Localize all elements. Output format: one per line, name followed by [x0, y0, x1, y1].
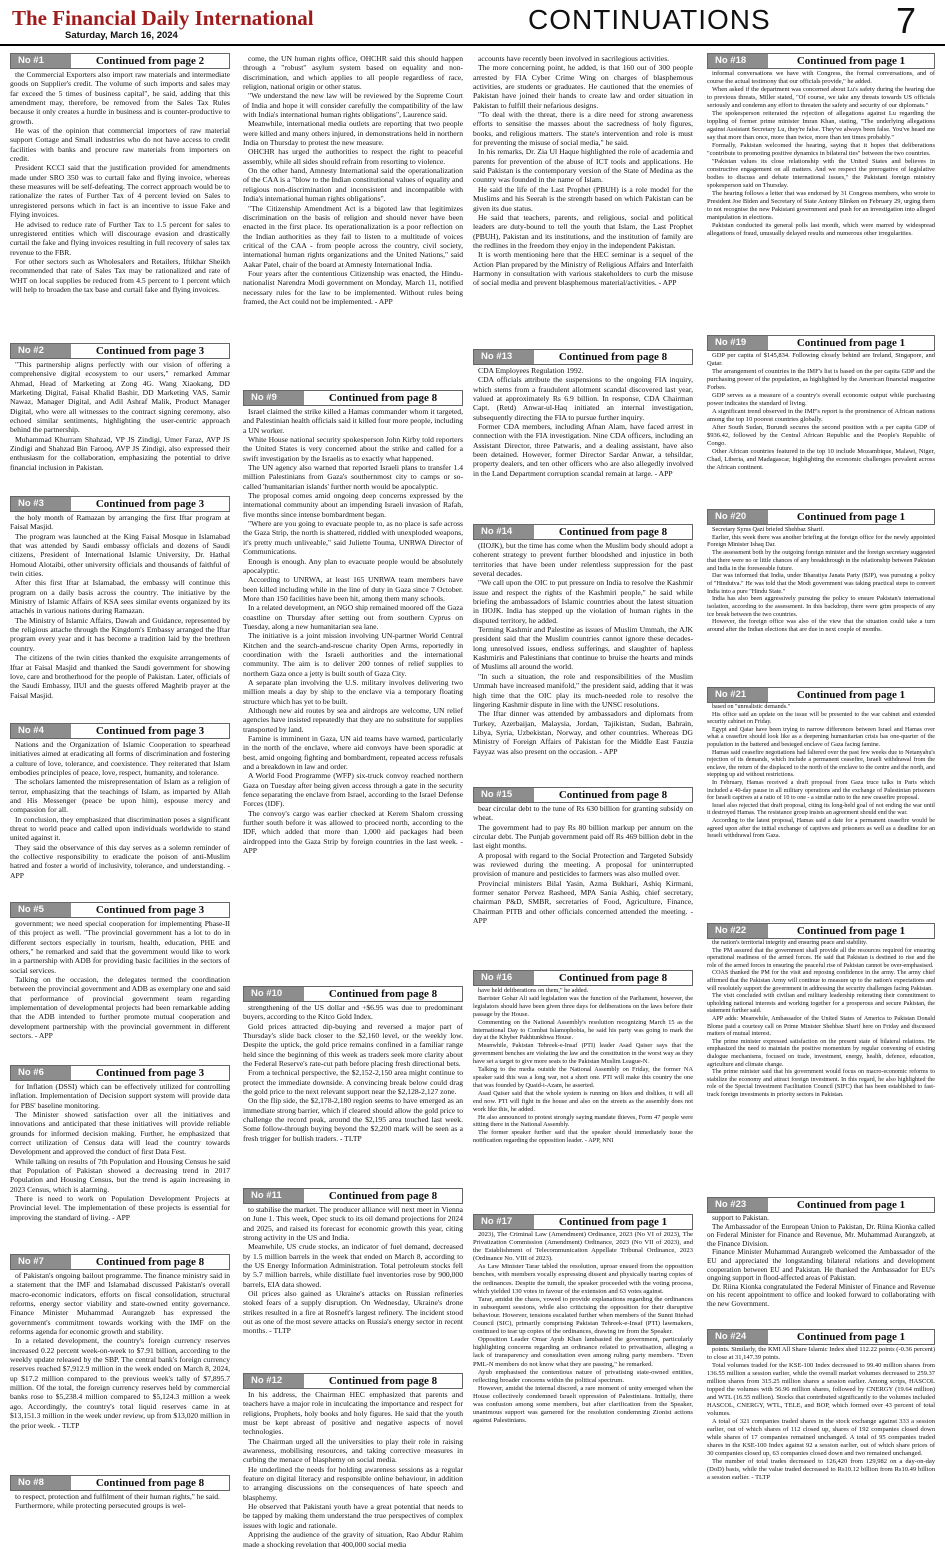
column-1 — [10, 53, 230, 1523]
continuation-label: Continued from page 8 — [558, 351, 668, 363]
paragraph: Opposition Leader Omar Ayub Khan lambasted the government, particularly highlighting concerns regarding an ordinance related to privatisation, alleging a lack of transparency and consultation even among ruling party members. "Even PML-N members do not know what they are passing," he remarked. — [473, 1336, 693, 1368]
paragraph: Dr. Riina Kionka congratulated the Federal Minister of Finance and Revenue on his recent appointment to office and looked forward to collaborating with the new Government. — [707, 1282, 935, 1308]
paragraph: From a technical perspective, the $2,152-2,150 area might continue to protect the immediate downside. A convincing break below could drag the gold price to the next relevant support near the $2,128-2,127 zone. — [243, 1068, 463, 1097]
paragraph: The Ministry of Islamic Affairs, Dawah and Guidance, represented by the religious attache through the Kingdom's Embassy arranged the Iftar program every year and it has become a tradition laid by the brethren country. — [10, 615, 230, 653]
paragraph: "We call upon the OIC to put pressure on India to resolve the Kashmir issue and respect the rights of the Kashmiri people," he said while briefing the ambassadors of Islamic countries about the latest situation in IIOJK. India has stepped up the violation of human rights in the disputed territory, he added. — [473, 578, 693, 625]
continuation-number: No #19 — [708, 336, 768, 350]
continuation-label: Continued from page 8 — [328, 988, 438, 1000]
continuation-header — [10, 723, 230, 739]
paragraph: based on "unrealistic demands." — [712, 704, 791, 710]
paragraph: Talking to the media outside the National Assembly on Friday, the former NA speaker said this was a long war, not a short one. PTI will make this country the one that was founded by Quaid-i-Azam, he asserted. — [473, 1066, 693, 1089]
paragraph: President KCCI said that the justification provided for amendments made under SRO 350 was to curtail fake and flying invoice, whereas these measures will be self-defeating. The correct approach would be to rationalize the rates of Further Tax of 4 percent levied on Sales to unregistered persons which in fact is an incentive to issue Fake and Flying invoices. — [10, 163, 230, 220]
masthead-bar — [0, 0, 945, 46]
paragraph: A World Food Programme (WFP) six-truck convoy reached northern Gaza on Tuesday after being given access through a gate in the security fence separating the enclave from Israel, according to the Israel Defense Forces (IDF). — [243, 771, 463, 809]
continuation-label: Continued from page 3 — [95, 498, 205, 510]
continuation-body — [10, 512, 230, 719]
continuation-21 — [707, 687, 935, 920]
paragraph: accounts have recently been involved in sacrilegious activities. — [478, 54, 670, 63]
paragraph: GDP serves as a measure of a country's overall economic output while purchasing power indicates the standard of living. — [707, 392, 935, 407]
continuation-number: No #17 — [474, 1215, 534, 1229]
paragraph: Meanwhile, US crude stocks, an indicator of fuel demand, decreased by 1.5 million barrels in the week that ended on March 8, according to the US Energy Information Administration. Total petroleum stocks fell by 5.7 million barrels, while distillate fuel inventories rose by 900,000 barrels, EIA data showed. — [243, 1242, 463, 1289]
paragraph: of Pakistan's ongoing bailout programme. The finance ministry said in a statement that the IMF and Islamabad discussed Pakistan's overall macro-economic indicators, efforts on fiscal consolidation, structural reforms, energy sector viability and state-owned entity governance. Finance Minister Muhammad Aurangzeb has expressed the government's commitment towards working with the IMF on the reforms agenda for economic growth and stability. — [10, 1271, 230, 1337]
continuation-body — [473, 986, 693, 1209]
continuation-label: Continued from page 1 — [796, 689, 906, 701]
column-3 — [473, 53, 693, 1523]
paragraph: to respect, protection and fulfilment of their human rights," he said. — [15, 1492, 220, 1501]
paragraph: come, the UN human rights office, OHCHR said this should happen through a "robust" asylum system based on equality and non-discrimination, and which applies to all people regardless of race, religion, national origin or other status. — [243, 54, 463, 92]
paragraph: Formally, Pakistan welcomed the hearing, saying that it hopes that deliberations "contribute to promoting positive dynamics in bilateral ties" between the two countries. — [707, 142, 935, 157]
paragraph: While talking on results of 7th Population and Housing Census he said that Population of Pakistan showed a decreasing trend in 2017 Population and Housing Census, but the trend is again increasing in 2023 Census, which is alarming. — [10, 1156, 230, 1194]
continuation-header — [10, 496, 230, 512]
continuation-3 — [10, 496, 230, 721]
paragraph: GDP per capita of $145,834. Following closely behind are Ireland, Singapore, and Qatar. — [707, 352, 935, 367]
paragraph: Hamas said ceasefire negotiations had faltered over the past few weeks due to Netanyahu's rejection of its demands, which include a permanent ceasefire, Israeli withdrawal from the enclave, the return of the displaced to the north of the enclave to the centre and the north, and stepping up aid without restrictions. — [707, 749, 935, 779]
continuation-5 — [10, 902, 230, 1063]
continuation-body — [10, 739, 230, 898]
paragraph: He also announced to protest strongly saying mandate thieves, Form 47 people were sitting there in the National Assembly. — [473, 1113, 693, 1129]
continuation-10 — [243, 986, 463, 1185]
paragraph: The prime minister expressed satisfaction on the present state of bilateral relations. He emphasized the need to maintain the positive momentum by regular convening of existing dialogue mechanisms, focused on trade, investment, energy, health, defence, education, agriculture and climate change. — [707, 1038, 935, 1068]
continuation-header — [473, 524, 693, 540]
paragraph: The prime minister said that his government would focus on macro-economic reforms to stabilize the economy and attract foreign investment. In this regard, he also highlighted the role of the Special Investment Facilitation Council (SIFC) that has been established to fast-track foreign investments in priority sectors in Pakistan. — [707, 1069, 935, 1098]
continuation-header — [10, 1254, 230, 1270]
paragraph: The spokesperson reiterated the rejection of allegations against Lu regarding the toppling of former prime minister Imran Khan, stating, "The underlying allegations against Assistant Secretary Lu, they're false. They've always been false. You've heard me say that more than once, more than twice, more than ten times probably." — [707, 110, 935, 141]
column-2 — [243, 53, 463, 1549]
paragraph: Muhammad Khurram Shahzad, VP JS Zindigi, Umer Faraz, AVP JS Zindigi and Shahzad Bin Farooq, AVP JS Zindigi, also expressed their enthusiasm for the collaboration, emphasizing the potential to drive financial inclusion in Pakistan. — [10, 434, 230, 472]
continuation-label: Continued from page 3 — [95, 1067, 205, 1079]
continuation-label: Continued from page 3 — [95, 904, 205, 916]
section-title: CONTINUATIONS — [528, 4, 771, 35]
continuation-7-carryover — [243, 53, 463, 388]
continuation-number: No #14 — [474, 525, 534, 539]
continuation-number: No #18 — [708, 54, 768, 68]
continuation-header — [243, 390, 463, 406]
paragraph: When asked if the department was concerned about Lu's safety during the hearing due to previous threats, Miller stated, "Of course, we take any threats towards US officials seriously and condemn any effort to threaten the safety and security of our diplomats." — [707, 86, 935, 109]
continuation-8 — [10, 1475, 230, 1523]
continuation-header — [707, 53, 935, 69]
continuation-23 — [707, 1197, 935, 1326]
continuation-label: Continued from page 1 — [796, 1331, 906, 1343]
paragraph: 2023), The Criminal Law (Amendment) Ordinance, 2023 (No VI of 2023), The Privatization Commission (Amendment) Ordinance, 2023 (No VII of 2023), and the Establishment of Telecommunication Appellate Tribunal Ordinance, 2023 (Ordinance No. VIII of 2023). — [473, 1231, 693, 1263]
paragraph: India has also been aggressively pursuing the policy to ensure Pakistan's international isolation, according to the assessment. In this backdrop, there were grim prospects of any ice break between the two countries. — [707, 595, 935, 618]
paragraph: For other sectors such as Wholesalers and Retailers, Iftikhar Sheikh recommended that rate of Sales Tax may be rationalized and rate of WHT on local supplies be reduced from 4.5 percent to 1 percent which will help to broaden the tax base and curtail fake and flying invoices. — [10, 256, 230, 294]
paragraph: He was of the opinion that commercial importers of raw material support Cottage and Small industries who do not have access to credit facilities with banks and procure raw materials from importers on credit. — [10, 126, 230, 164]
paragraph: He advised to reduce rate of Further Tax to 1.5 percent for sales to unregistered entities which will discourage evasion and drastically curtail the fake and flying invoices resulting in full recovery of sales tax revenue to the FBR. — [10, 219, 230, 257]
paragraph: In his remarks, Dr. Zia Ul Haque highlighted the role of academia and parents for prevention of the abuse of ICT tools and applications. He said Pakistan is the contemporary version of the State of Medina as the country was founded in the name of Islam. — [473, 147, 693, 185]
paragraph: Asad Qaiser said that the whole system is running on likes and dislikes, it will all end now. PTI will fight in the house and also on the streets as the assembly does not work like this, he added. — [473, 1089, 693, 1113]
paragraph: A proposal with regard to the Social Protection and Targeted Subsidy was reviewed during the meeting. A proposal for uninterrupted provision of manure and pesticides to farmers was also mulled over. — [473, 850, 693, 879]
paragraph: A significant trend observed in the IMF's report is the prominence of African nations among the top 10 poorest countries globally. — [707, 408, 935, 423]
paragraph: Commenting on the National Assembly's resolution recognizing March 15 as the International Day to Combat Islamophobia, he said his party was going to mark the day at the Khyber Pakhtunkhwa House. — [473, 1018, 693, 1042]
continuation-12 — [243, 1373, 463, 1549]
paragraph: Barrister Gohar Ali said legislation was the function of the Parliament, however, the legislators should have been given three days for deliberations on the laws before their passage by the House. — [473, 994, 693, 1018]
paragraph: The Iftar dinner was attended by ambassadors and diplomats from Turkey, Azerbaijan, Malaysia, Jordan, Tajikistan, Sudan, Bahrain, Libya, Syria, Uzbekistan, Norway, and other countries. Whereas DG Ministry of Foreign Affairs of Pakistan for the Middle East Fauzia Fayyaz was also present on the occasion. - APP — [473, 709, 693, 756]
continuation-header — [473, 787, 693, 803]
paragraph: The more concerning point, he added, is that 160 out of 300 people arrested by FIA Cyber Crime Wing on charges of blasphemous activities, are students or graduates. He cautioned that the enemies of Pakistan have joined their hands to create law and order situation in Pakistan to fulfill their nefarious designs. — [473, 63, 693, 110]
paragraph: A total of 321 companies traded shares in the stock exchange against 333 a session earlier, out of which shares of 112 closed up, shares of 192 companies closed down while shares of 17 companies remained unchanged. A total of 95 companies traded shares in the KSE-100 Index against 92 a session earlier, out of which share prices of 30 companies closed up, 63 companies closed down and two remained unchanged. — [707, 1418, 935, 1457]
continuation-14 — [473, 524, 693, 784]
continuation-header — [10, 343, 230, 359]
continuation-12-carryover — [473, 53, 693, 347]
continuation-body — [707, 351, 935, 505]
paragraph: the nation's territorial integrity and ensuring peace and stability. — [712, 940, 868, 946]
continuation-number: No #23 — [708, 1198, 768, 1212]
continuation-15 — [473, 787, 693, 966]
paragraph: The government had to pay Rs 80 billion markup per annum on the circular debt. The Punjab government paid off Rs 469 billion debt in the last eight months. — [473, 822, 693, 851]
paragraph: Furthermore, while protecting persecuted groups is wel- — [15, 1501, 186, 1511]
paragraph: They said the observance of this day serves as a solemn reminder of the collective responsibility to eradicate the poison of anti-Muslim hatred and foster a world of inclusivity, tolerance, and understanding. - APP — [10, 842, 230, 880]
paragraph: Dar was informed that India, under Bharatiya Janata Party (BJP), was pursuing a policy of "Hindutva." He was told that the Modi government was taking practical steps to convert India into a pure "Hindu State." — [707, 572, 935, 595]
paragraph: for Inflation (DSSI) which can be effectively utilized for controlling inflation. Implementation of Decision support system will provide data for PBS' baseline monitoring. — [10, 1082, 230, 1110]
continuation-number: No #3 — [11, 497, 71, 511]
continuation-body — [707, 703, 935, 918]
paragraph: He said that teachers, parents, and religious, social and political leaders are duty-bound to tell the youth that Islam, the Last Prophet (PBUH), Pakistan and its institutions, and the institution of family are the redlines in the freedom they enjoy in the independent Pakistan. — [473, 212, 693, 250]
continuation-number: No #20 — [708, 510, 768, 524]
paragraph: Egypt and Qatar have been trying to narrow differences between Israel and Hamas over what a ceasefire should look like as a deepening humanitarian crisis has one-quarter of the population in the battered and besieged enclave of Gaza facing famine. — [707, 726, 935, 748]
paragraph: Secretary Syrus Qazi briefed Shehbaz Sharif. — [712, 526, 825, 533]
continuation-number: No #13 — [474, 350, 534, 364]
continuation-body — [707, 939, 935, 1192]
continuation-header — [707, 335, 935, 351]
newspaper-title: The Financial Daily International — [12, 6, 314, 30]
paragraph: The assessment both by the outgoing foreign minister and the foreign secretary suggested that there were no or little chances of any breakthrough in the relationship between Pakistan and India in the foreseeable future. — [707, 549, 935, 572]
paragraph: The Chairman urged all the universities to play their role in raising awareness, mobilising resources, and taking corrective measures in curbing the menace of blasphemy on social media. — [243, 1436, 463, 1465]
paragraph: The Ambassador of the European Union to Pakistan, Dr. Riina Kionka called on Federal Minister for Finance and Revenue, Mr. Muhammad Aurangzeb, at the Finance Division. — [707, 1222, 935, 1248]
paragraph: The hearing follows a letter that was endorsed by 31 Congress members, who wrote to President Joe Biden and Secretary of State Antony Blinken on February 29, urging them to not recognise the new Pakistani government and push for an investigation into alleged manipulation in elections. — [707, 190, 935, 221]
continuation-body — [707, 1213, 935, 1324]
paragraph: He underlined the needs for holding awareness sessions as a regular feature on digital literacy and responsible online behaviour, in addition to arranging discussions on the consequences of hate speech and blasphemy. — [243, 1464, 463, 1502]
paragraph: Earlier, this week there was another briefing at the foreign office for the newly appointed Foreign Minister Ishaq Dar. — [707, 533, 935, 549]
paragraph: to stabilise the market. The producer alliance will next meet in Vienna on June 1. This week, Opec stuck to its oil demand projections for 2024 and 2025, and raised its forecast for economic growth this year, citing strong activity in the US and India. — [243, 1205, 463, 1243]
continuation-header — [707, 509, 935, 525]
continuation-body — [10, 918, 230, 1061]
paragraph: In February, Hamas received a draft proposal from Gaza truce talks in Paris which included a 40-day pause in all military operations and the exchange of Palestinian prisoners for Israeli captives at a ratio of 10 to one - a similar ratio to the new ceasefire proposal. — [707, 779, 935, 802]
paragraph: COAS thanked the PM for the visit and reposing confidence in the army. The army chief affirmed that the Pakistan Army will continue to measure up to the nation's expectations and will resolutely support the government in addressing the security challenges facing Pakistan. — [707, 970, 935, 992]
paragraph: The UN agency also warned that reported Israeli plans to transfer 1.4 million Palestinians from Gaza's southernmost city to camps or so-called 'humanitarian islands' further north would be apocalyptic. — [243, 463, 463, 491]
paragraph: points. Similarly, the KMI All Share Islamic Index shed 112.22 points (-0.36 percent) to close at 31,147.39 points. — [707, 1346, 935, 1361]
continuation-header — [473, 349, 693, 365]
paragraph: The convoy's cargo was earlier checked at Kerem Shalom crossing further south before it was allowed to proceed north, according to the IDF, which added that more than 1,000 aid packages had been airdropped into the Gaza Strip by foreign countries in the last week. - APP — [243, 808, 463, 856]
continuation-label: Continued from page 1 — [558, 1216, 668, 1228]
continuation-header — [473, 1214, 693, 1230]
continuation-body — [473, 540, 693, 782]
paragraph: Israel also rejected that draft proposal, citing its long-held goal of not ending the war until it destroyed Hamas. The resistance group insists an agreement should end the war. — [707, 802, 935, 817]
paragraph: CDA officials attribute the suspensions to the ongoing FIA inquiry, which stems from a fraudulent allotment scandal discovered last year, valued at approximately Rs 6.9 billion. In response, CDA Chairman Capt. (Retd) Anwar-ul-Haq initiated an internal investigation, subsequently directing the FIA to pursue further inquiry. — [473, 375, 693, 422]
paragraph: There is need to work on Population Development Projects at Provincial level. The implementation of these projects is essential for improving the standard of living. - APP — [10, 1194, 230, 1222]
paragraph: Meanwhile, international media outlets are reporting that two people were killed and many others injured, in demonstrations held in northern India on Thursday to protest the new measure. — [243, 119, 463, 148]
continuation-number: No #8 — [11, 1476, 71, 1490]
continuation-number: No #1 — [11, 54, 71, 68]
paragraph: have held deliberations on them," he added. — [478, 987, 589, 994]
continuation-number: No #10 — [244, 987, 304, 1001]
paragraph: Tarar, amidst the chaos, vowed to provide explanations regarding the ordinances in subsequent sessions, while also criticising the opposition for their disruptive behaviour. However, tensions escalated further when members of the Sunni Ittehad Council (SIC), primarily comprising Pakistan Tehreek-e-Insaf (PTI) lawmakers, continued to tear up copies of the ordinances, drawing ire from the Speaker. — [473, 1295, 693, 1336]
continuation-label: Continued from page 1 — [796, 1199, 906, 1211]
paragraph: The visit concluded with civilian and military leadership reiterating their commitment to upholding national interests and working together for a prosperous and secure Pakistan, the statement further said. — [707, 993, 935, 1015]
paragraph: Total volumes traded for the KSE-100 Index decreased to 99.40 million shares from 136.55 million a session earlier, while the overall market volumes decreased to 259.37 million shares from 315.25 million shares a session earlier. Among scrips, HASCOL topped the volumes with 56.96 million shares, followed by CNERGY (19.64 million) and WTL (16.55 million). Stocks that contributed significantly to the volumes included HASCOL, CNERGY, WTL, TELE, and BOP, which formed over 43 percent of total volumes. — [707, 1362, 935, 1417]
continuation-16 — [473, 970, 693, 1211]
continuation-17 — [473, 1214, 693, 1523]
continuation-2 — [10, 343, 230, 494]
paragraph: After this first Iftar at Islamabad, the embassy will continue this program on a daily basis across the country. The initiative by the Ministry of Islamic Affairs of KSA sees similar events organized by its attachés in various nations during Ramazan. — [10, 578, 230, 616]
continuation-18 — [707, 53, 935, 332]
paragraph: His office said an update on the issue will be presented to the war cabinet and extended security cabinet on Friday. — [707, 711, 935, 726]
continuation-number: No #5 — [11, 903, 71, 917]
paragraph: In a related development, the country's foreign currency reserves increased 0.22 percent week-on-week to $7.91 billion, according to the weekly update released by the SBP. The central bank's foreign currency reserves reached $7,912.9 million in the week ended on March 8, 2024, up $17.2 million compared to the previous week's tally of $7,895.7 million. Of the total, the foreign currency reserves held by commercial banks rose to $5,238.4 million compared to $5,124.3 million a week ago. Accordingly, the country's total liquid reserves came in at $13,151.3 million in the week under review, up from $13,020 million in the prior week. - TLTP — [10, 1336, 230, 1430]
paragraph: Oil prices also gained as Ukraine's attacks on Russian refineries stoked fears of a supply disruption. On Wednesday, Ukraine's drone strikes resulted in a fire at Rosneft's largest refinery. The incident stood out as one of the most severe attacks on Russia's energy sector in recent months. - TLTP — [243, 1289, 463, 1336]
continuation-11 — [243, 1188, 463, 1371]
continuation-label: Continued from page 3 — [95, 345, 205, 357]
paragraph: Israel claimed the strike killed a Hamas commander whom it targeted, and Palestinian health officials said it killed four more people, including a UN worker. — [243, 407, 463, 435]
continuation-body — [10, 1491, 230, 1521]
paragraph: Nations and the Organization of Islamic Cooperation to spearhead initiatives aimed at eradicating all forms of discrimination and fostering a culture of love, tolerance, and coexistence. They reiterated that Islam embodies principles of peace, love, respect, humanity, and tolerance. — [10, 740, 230, 778]
paragraph: The number of total trades decreased to 126,420 from 129,982 on a day-on-day (DoD) basis, while the value traded decreased to Rs10.12 billion from Rs10.49 billion a session earlier. - TLTP — [707, 1458, 935, 1481]
paragraph: Finance Minister Muhammad Aurangzeb welcomed the Ambassador of the EU and appreciated the longstanding bilateral relations and development cooperation between EU and Pakistan. He thanked the Ambassador for EU's ongoing support in flood-affected areas of Pakistan. — [707, 1248, 935, 1283]
continuation-13 — [473, 349, 693, 521]
continuation-header — [243, 1373, 463, 1389]
continuation-body — [10, 1270, 230, 1471]
paragraph: The arrangement of countries in the IMF's list is based on the per capita GDP and the purchasing power of the population, as highlighted by the American financial magazine Forbes. — [707, 368, 935, 391]
paragraph: He said the life of the Last Prophet (PBUH) is a role model for the Muslims and his Seerah is the strength based on which Pakistan can be given its due status. — [473, 184, 693, 213]
paragraph: In a related development, an NGO ship remained moored off the Gaza coastline on Thursday after setting out from southern Cyprus on Tuesday, along a new humanitarian sea lane. — [243, 603, 463, 631]
paragraph: Famine is imminent in Gaza, UN aid teams have warned, particularly in the north of the enclave, where aid convoys have been sporadic at best, amid ongoing fighting and bombardment, repeated access refusals and a breakdown in law and order. — [243, 734, 463, 772]
continuation-label: Continued from page 1 — [796, 925, 906, 937]
continuation-header — [10, 53, 230, 69]
paragraph: On the flip side, the $2,178-2,180 region seems to have emerged as an immediate strong barrier, which if cleared should allow the gold price to challenge the record peak, around the $2,195 area touched last week. Some follow-through buying beyond the $2,200 mark will be seen as a fresh trigger for bullish traders. - TLTP — [243, 1096, 463, 1143]
continuation-number: No #15 — [474, 788, 534, 802]
continuation-19 — [707, 335, 935, 507]
continuation-label: Continued from page 8 — [95, 1256, 205, 1268]
continuation-body — [707, 69, 935, 330]
paragraph: (IIOJK), but the time has come when the Muslim body should adopt a coherent strategy to prevent further bloodshed and injustice in both territories that have been under relentless suppression for the past several decades. — [473, 541, 693, 579]
paragraph: He observed that Pakistani youth have a great potential that needs to be tapped by making them understand the true perspectives of complex issues with logic and rationale. — [243, 1502, 463, 1530]
paragraph: CDA Employees Regulation 1992. — [478, 366, 584, 375]
paragraph: A separate plan involving the U.S. military involves delivering two million meals a day by ship to the enclave via a temporary floating structure which has yet to be built. — [243, 677, 463, 706]
continuation-body — [243, 53, 463, 388]
continuation-number: No #11 — [244, 1189, 304, 1203]
paragraph: In his address, the Chairman HEC emphasized that parents and teachers have a major role in inculcating the importance and respect for religions, Prophets, holy books and holy figures. He said that the youth must be kept abreast of positive and negative aspects of novel technologies. — [243, 1390, 463, 1437]
continuation-label: Continued from page 8 — [328, 392, 438, 404]
continuation-label: Continued from page 8 — [95, 1477, 205, 1489]
continuation-header — [10, 1475, 230, 1491]
continuation-number: No #4 — [11, 724, 71, 738]
paragraph: The proposal comes amid ongoing deep concerns expressed by the international community about an impending Israeli invasion of Rafah, five months since intense bombardment began. — [243, 491, 463, 519]
continuation-body — [473, 53, 693, 347]
continuation-number: No #16 — [474, 971, 534, 985]
continuation-label: Continued from page 1 — [796, 511, 906, 523]
continuation-body — [707, 1345, 935, 1521]
continuation-6 — [10, 1065, 230, 1252]
paragraph: The Minister showed satisfaction over all the initiatives and innovations and anticipated that these initiatives will provide reliable grounds for informed decision making. Further, he emphasized that correct utilization of Census data will lead the country towards Development and approved the conduct of first Data Fest. — [10, 1110, 230, 1157]
continuation-header — [707, 923, 935, 939]
continuation-header — [473, 970, 693, 986]
paragraph: After South Sudan, Burundi secures the second position with a per capita GDP of $936.42, followed by the Central African Republic and the People's Republic of Congo. — [707, 424, 935, 447]
column-4 — [707, 53, 935, 1523]
continuation-body — [243, 1204, 463, 1369]
paragraph: Terming Kashmir and Palestine as issues of Muslim Ummah, the AJK president said that the Muslim countries cannot ignore these decades-long unresolved issues, endless sufferings, and slaughter of hapless Kashmiris and Palestinians that continue to bruise the hearts and minds of Muslims all around the world. — [473, 625, 693, 672]
paragraph: informal conversations we have with Congress, the formal conversations, and of course the actual testimony that our officials provide," he added. — [707, 70, 935, 85]
continuation-label: Continued from page 8 — [558, 789, 668, 801]
continuation-header — [243, 1188, 463, 1204]
continuation-body — [473, 365, 693, 519]
continuation-header — [707, 687, 935, 703]
paragraph: However, the foreign office was also of the view that the situation could take a turn around after the Indian elections that are due in next couple of months. — [707, 618, 935, 634]
continuation-header — [707, 1197, 935, 1213]
continuation-number: No #22 — [708, 924, 768, 938]
paragraph: strengthening of the US dollar and +$6.95 was due to predominant buyers, according to the Kitco Gold Index. — [243, 1003, 463, 1022]
paragraph: the holy month of Ramazan by arranging the first Iftar program at Faisal Masjid. — [10, 513, 230, 532]
paragraph: bear circular debt to the tune of Rs 630 billion for granting subsidy on wheat. — [473, 804, 693, 823]
continuation-label: Continued from page 8 — [558, 972, 668, 984]
paragraph: Other African countries featured in the top 10 include Mozambique, Malawi, Niger, Chad, Liberia, and Madagascar, highlighting the economic challenges prevalent across the African continent. — [707, 448, 935, 471]
continuation-label: Continued from page 8 — [328, 1190, 438, 1202]
paragraph: "To deal with the threat, there is a dire need for strong awareness efforts to sensitise the masses about the sacredness of holy figures, books, and religious matters. The state's intervention and role is must for preventing the misuse of social media," he said. — [473, 110, 693, 148]
paragraph: support to Pakistan. — [712, 1214, 769, 1222]
continuation-label: Continued from page 3 — [95, 725, 205, 737]
continuation-label: Continued from page 8 — [558, 526, 668, 538]
paragraph: The scholars lamented the misrepresentation of Islam as a religion of terror, emphasizing that the teachings of Islam, as imparted by Allah and His Messenger (peace be upon him), espouse mercy and compassion for all. — [10, 777, 230, 815]
continuation-number: No #21 — [708, 688, 768, 702]
continuation-body — [243, 1002, 463, 1183]
paragraph: "The Citizenship Amendment Act is a bigoted law that legitimizes discrimination on the basis of religion and should never have been enacted in the first place. Its operationalization is a poor reflection on the Indian authorities as they fail to listen to a multitude of voices critical of the CAA - from people across the country, civil society, international human rights organizations and the United Nations," said Aakar Patel, chair of the board at Amnesty International India. — [243, 203, 463, 269]
continuation-header — [10, 902, 230, 918]
continuation-body — [243, 1389, 463, 1549]
paragraph: As Law Minister Tarar tabled the resolution, uproar ensued from the opposition benches, with members vocally expressing dissent and physically tearing copies of the ordinances. Despite the tumult, the speaker proceeded with the voting process, which yielded 130 votes in favour of the extension and 63 votes against. — [473, 1263, 693, 1295]
paragraph: The citizens of the twin cities thanked the exquisite arrangements of Iftar at Faisal Masjid and thanked the Saudi government for showing love, care and brotherhood for the people of Pakistan. Later, officials of the Saudi Embassy, IIUI and the guests offered Maghrib prayer at the Faisal Masjid. — [10, 653, 230, 700]
paragraph: It is worth mentioning here that the HEC seminar is a sequel of the Action Plan prepared by the Ministry of Religious Affairs and Interfaith Harmony in consultation with various stakeholders to curb the misuse of social media and prevent blasphemous material/activities. - APP — [473, 250, 693, 288]
continuation-label: Continued from page 1 — [796, 337, 906, 349]
paragraph: The PM assured that the government shall provide all the resources required for ensuring operational readiness of the armed forces. He said that Pakistan is destined to rise and the role of the armed forces in ensuring the peaceful rise of Pakistan cannot be over-emphasised. — [707, 947, 935, 969]
paragraph: "Where are you going to evacuate people to, as no place is safe across the Gaza Strip, the north is shattered, riddled with unexploded weapons, it's pretty much unliveable," said Juliette Touma, UNRWA Director of Communications. — [243, 519, 463, 557]
continuation-body — [10, 359, 230, 492]
paragraph: Gold prices attracted dip-buying and reversed a major part of Thursday's slide back closer to the $2,160 level, or the weekly low. Despite the uptick, the gold price remains confined in a familiar range held since the beginning of this week as traders seek more clarity about the Federal Reserve's rate-cut path before placing fresh directional bets. — [243, 1021, 463, 1069]
paragraph: "Pakistan values its close relationship with the United States and believes in constructive engagement on all matters. And we respect the prerogative of legislative bodies to discuss and debate international issues," the Pakistani foreign ministry spokesperson said on Thursday. — [707, 158, 935, 189]
paragraph: On the other hand, Amnesty International said the operationalization of the CAA is a "blow to the Indian constitutional values of equality and religious non-discrimination and inconsistent and incompatible with India's international human rights obligations". — [243, 166, 463, 204]
continuation-number: No #12 — [244, 1374, 304, 1388]
paragraph: Enough is enough. Any plan to evacuate people would be absolutely apocalyptic. — [243, 556, 463, 575]
continuation-body — [707, 525, 935, 682]
paragraph: In conclusion, they emphasized that discrimination poses a significant threat to world peace and called upon individuals worldwide to stand united against it. — [10, 814, 230, 843]
paragraph: Four years after the contentious Citizenship was enacted, the Hindu-nationalist Narendra Modi government on Monday, March 11, notified necessary rules for the law to be implemented. Without rules being framed, the Act could not be implemented. - APP — [243, 268, 463, 306]
continuation-header — [10, 1065, 230, 1081]
continuation-body — [10, 69, 230, 338]
continuation-header — [707, 1329, 935, 1345]
continuation-body — [473, 1230, 693, 1521]
paragraph: "This partnership aligns perfectly with our vision of offering a comprehensive digital ecosystem to our users," remarked Ammar Ahmad, Head of Marketing at Zong 4G. Wang Xiaokang, DD Marketing Digital, Faisal Khalid Bashir, DD Marketing VAS, Samir Nawaz, Manager Digital, and Adil Ashraf Malik, Product Manager Digital, who were all witnesses to the contract signing ceremony, also echoed similar sentiments, highlighting the user-centric approach behind the partnership. — [10, 360, 230, 435]
paragraph: Pakistan conducted its general polls last month, which were marred by widespread allegations of fraud, unusually delayed results and numerous other irregularities. — [707, 222, 935, 237]
continuation-22 — [707, 923, 935, 1194]
paragraph: Former CDA members, including Afnan Alam, have faced arrest in connection with the FIA investigation. Nine CDA officers, including an Assistant Director, three Patwaris, and a dealing assistant, have also been detained. However, former Director Sardar Anwar, a tehsildar, property dealers, and ten other officers who are also allegedly involved in the Land Department corruption scandal remain at large. - APP — [473, 422, 693, 478]
paragraph: According to the latest proposal, Hamas said a date for a permanent ceasefire would be agreed upon after the initial exchange of captives and prisoners as well as a deadline for an Israeli withdrawal from Gaza. — [707, 817, 935, 840]
continuation-1 — [10, 53, 230, 340]
paragraph: the Commercial Exporters also import raw materials and intermediate goods on Supplier's credit. The volume of such imports and sales may far exceed the 5 times of business capital", he said, adding that this amendment may, therefore, be removed from the Sales Tax Rules because it only creates a hurdle in business and is counter-productive to growth. — [10, 70, 230, 126]
continuation-number: No #7 — [11, 1255, 71, 1269]
continuation-label: Continued from page 2 — [95, 55, 205, 67]
continuation-9 — [243, 390, 463, 983]
paragraph: "We understand the new law will be reviewed by the Supreme Court of India and hope it will consider carefully the compatibility of the law with India's international human rights obligations", Laurence said. — [243, 91, 463, 120]
paragraph: Although new aid routes by sea and airdrops are welcome, UN relief agencies have insisted repeatedly that they are no substitute for supplies transported by land. — [243, 706, 463, 734]
paragraph: White House national security spokesperson John Kirby told reporters the United States is very concerned about the strike and called for a swift investigation by the Israelis as to exactly what happened. — [243, 435, 463, 463]
continuation-body — [243, 406, 463, 981]
paragraph: government; we need special cooperation for implementing Phase-II of this project as well. "The provincial government has a lot to do in different sectors especially in tourism, health, education, PHE and others," he remarked and said that the government would like to work in a partnership with ADB for providing basic facilities in the sectors of social services. — [10, 919, 230, 975]
paragraph: OHCHR has urged the authorities to respect the right to peaceful assembly, while all sides should refrain from resorting to violence. — [243, 147, 463, 166]
paragraph: Talking on the occasion, the delegates termed the coordination between the provincial government and ADB as exemplary one and said that performance of provincial government team regarding implementation of developmental projects had been remarkable adding that the ADB intended to further promote mutual cooperation and development partnership with the provincial government in different sectors. - APP — [10, 975, 230, 1041]
paragraph: APP adds: Meanwhile, Ambassador of the United States of America to Pakistan Donald Blome paid a courtesy call on Prime Minister Shehbaz Sharif here on Friday and discussed matters of mutual interest. — [707, 1015, 935, 1038]
paragraph: Apprising the audience of the gravity of situation, Rao Abdur Rahim made a shocking revelation that 400,000 social media — [243, 1530, 463, 1549]
continuation-label: Continued from page 8 — [328, 1375, 438, 1387]
issue-date: Saturday, March 16, 2024 — [65, 30, 178, 41]
continuation-label: Continued from page 1 — [796, 55, 906, 67]
continuation-number: No #24 — [708, 1330, 768, 1344]
paragraph: The initiative is a joint mission involving UN-partner World Central Kitchen and the search-and-rescue charity Open Arms, reportedly in coordination with the Israeli authorities and the international community. The aim is to deliver 200 tonnes of relief supplies to northern Gaza once a jetty is built south of Gaza City. — [243, 631, 463, 678]
continuation-number: No #6 — [11, 1066, 71, 1080]
paragraph: The program was launched at the King Faisal Mosque in Islamabad that was attended by Saudi embassy officials and dozens of Saudi citizens, President of International Islamic University, Dr. Hathal Homoud Alotaibi, other university officials and thousands of faithful of twin cities. — [10, 531, 230, 579]
continuation-7 — [10, 1254, 230, 1473]
paragraph: According to UNRWA, at least 165 UNRWA team members have been killed including while in the line of duty in Gaza since 7 October. More than 150 facilities have been hit, among them many schools. — [243, 575, 463, 603]
paragraph: However, amidst the internal discord, a rare moment of unity emerged when the House collectively condemned Israeli oppression of Palestinians. Initially, there was confusion among some members, but after clarification from the Speaker, unanimous support was garnered for the resolution condemning Zionist actions against Palestinians. — [473, 1384, 693, 1425]
continuation-24 — [707, 1329, 935, 1523]
paragraph: "In such a situation, the role and responsibilities of the Muslim Ummah have increased manifold," the president said, adding that it was high time that the OIC play its much-needed role to resolve the lingering Kashmir dispute in line with the UNSC resolutions. — [473, 671, 693, 709]
paragraph: Provincial ministers Bilal Yasin, Azma Bukhari, Ashiq Kirmani, former senator Pervez Rasheed, MPA Sania Ashiq, chief secretary, chairman P&D, SMBR, secretaries of Food, Agriculture, Finance, Chairman PITB and other officials concerned attended the meeting. - APP — [473, 878, 693, 926]
continuation-number: No #2 — [11, 344, 71, 358]
continuation-4 — [10, 723, 230, 900]
paragraph: Ayub emphasised the contentious nature of privatising state-owned entities, reflecting broader concerns within the political spectrum. — [473, 1368, 693, 1384]
paragraph: Meanwhile, Pakistan Tehreek-e-Insaf (PTI) leader Asad Qaiser says that the government benches are violating the law and the constitution in the worst way as they have set a target to give more seats to the Pakistan Muslim League-N. — [473, 1042, 693, 1066]
continuation-body — [473, 803, 693, 964]
paragraph: The former speaker further said that the speaker should immediately issue the notification regarding the opposition leader. - APP, NNI — [473, 1129, 693, 1145]
page-number: 7 — [896, 0, 917, 41]
continuation-body — [10, 1081, 230, 1250]
continuation-header — [243, 986, 463, 1002]
continuation-20 — [707, 509, 935, 684]
continuation-number: No #9 — [244, 391, 304, 405]
